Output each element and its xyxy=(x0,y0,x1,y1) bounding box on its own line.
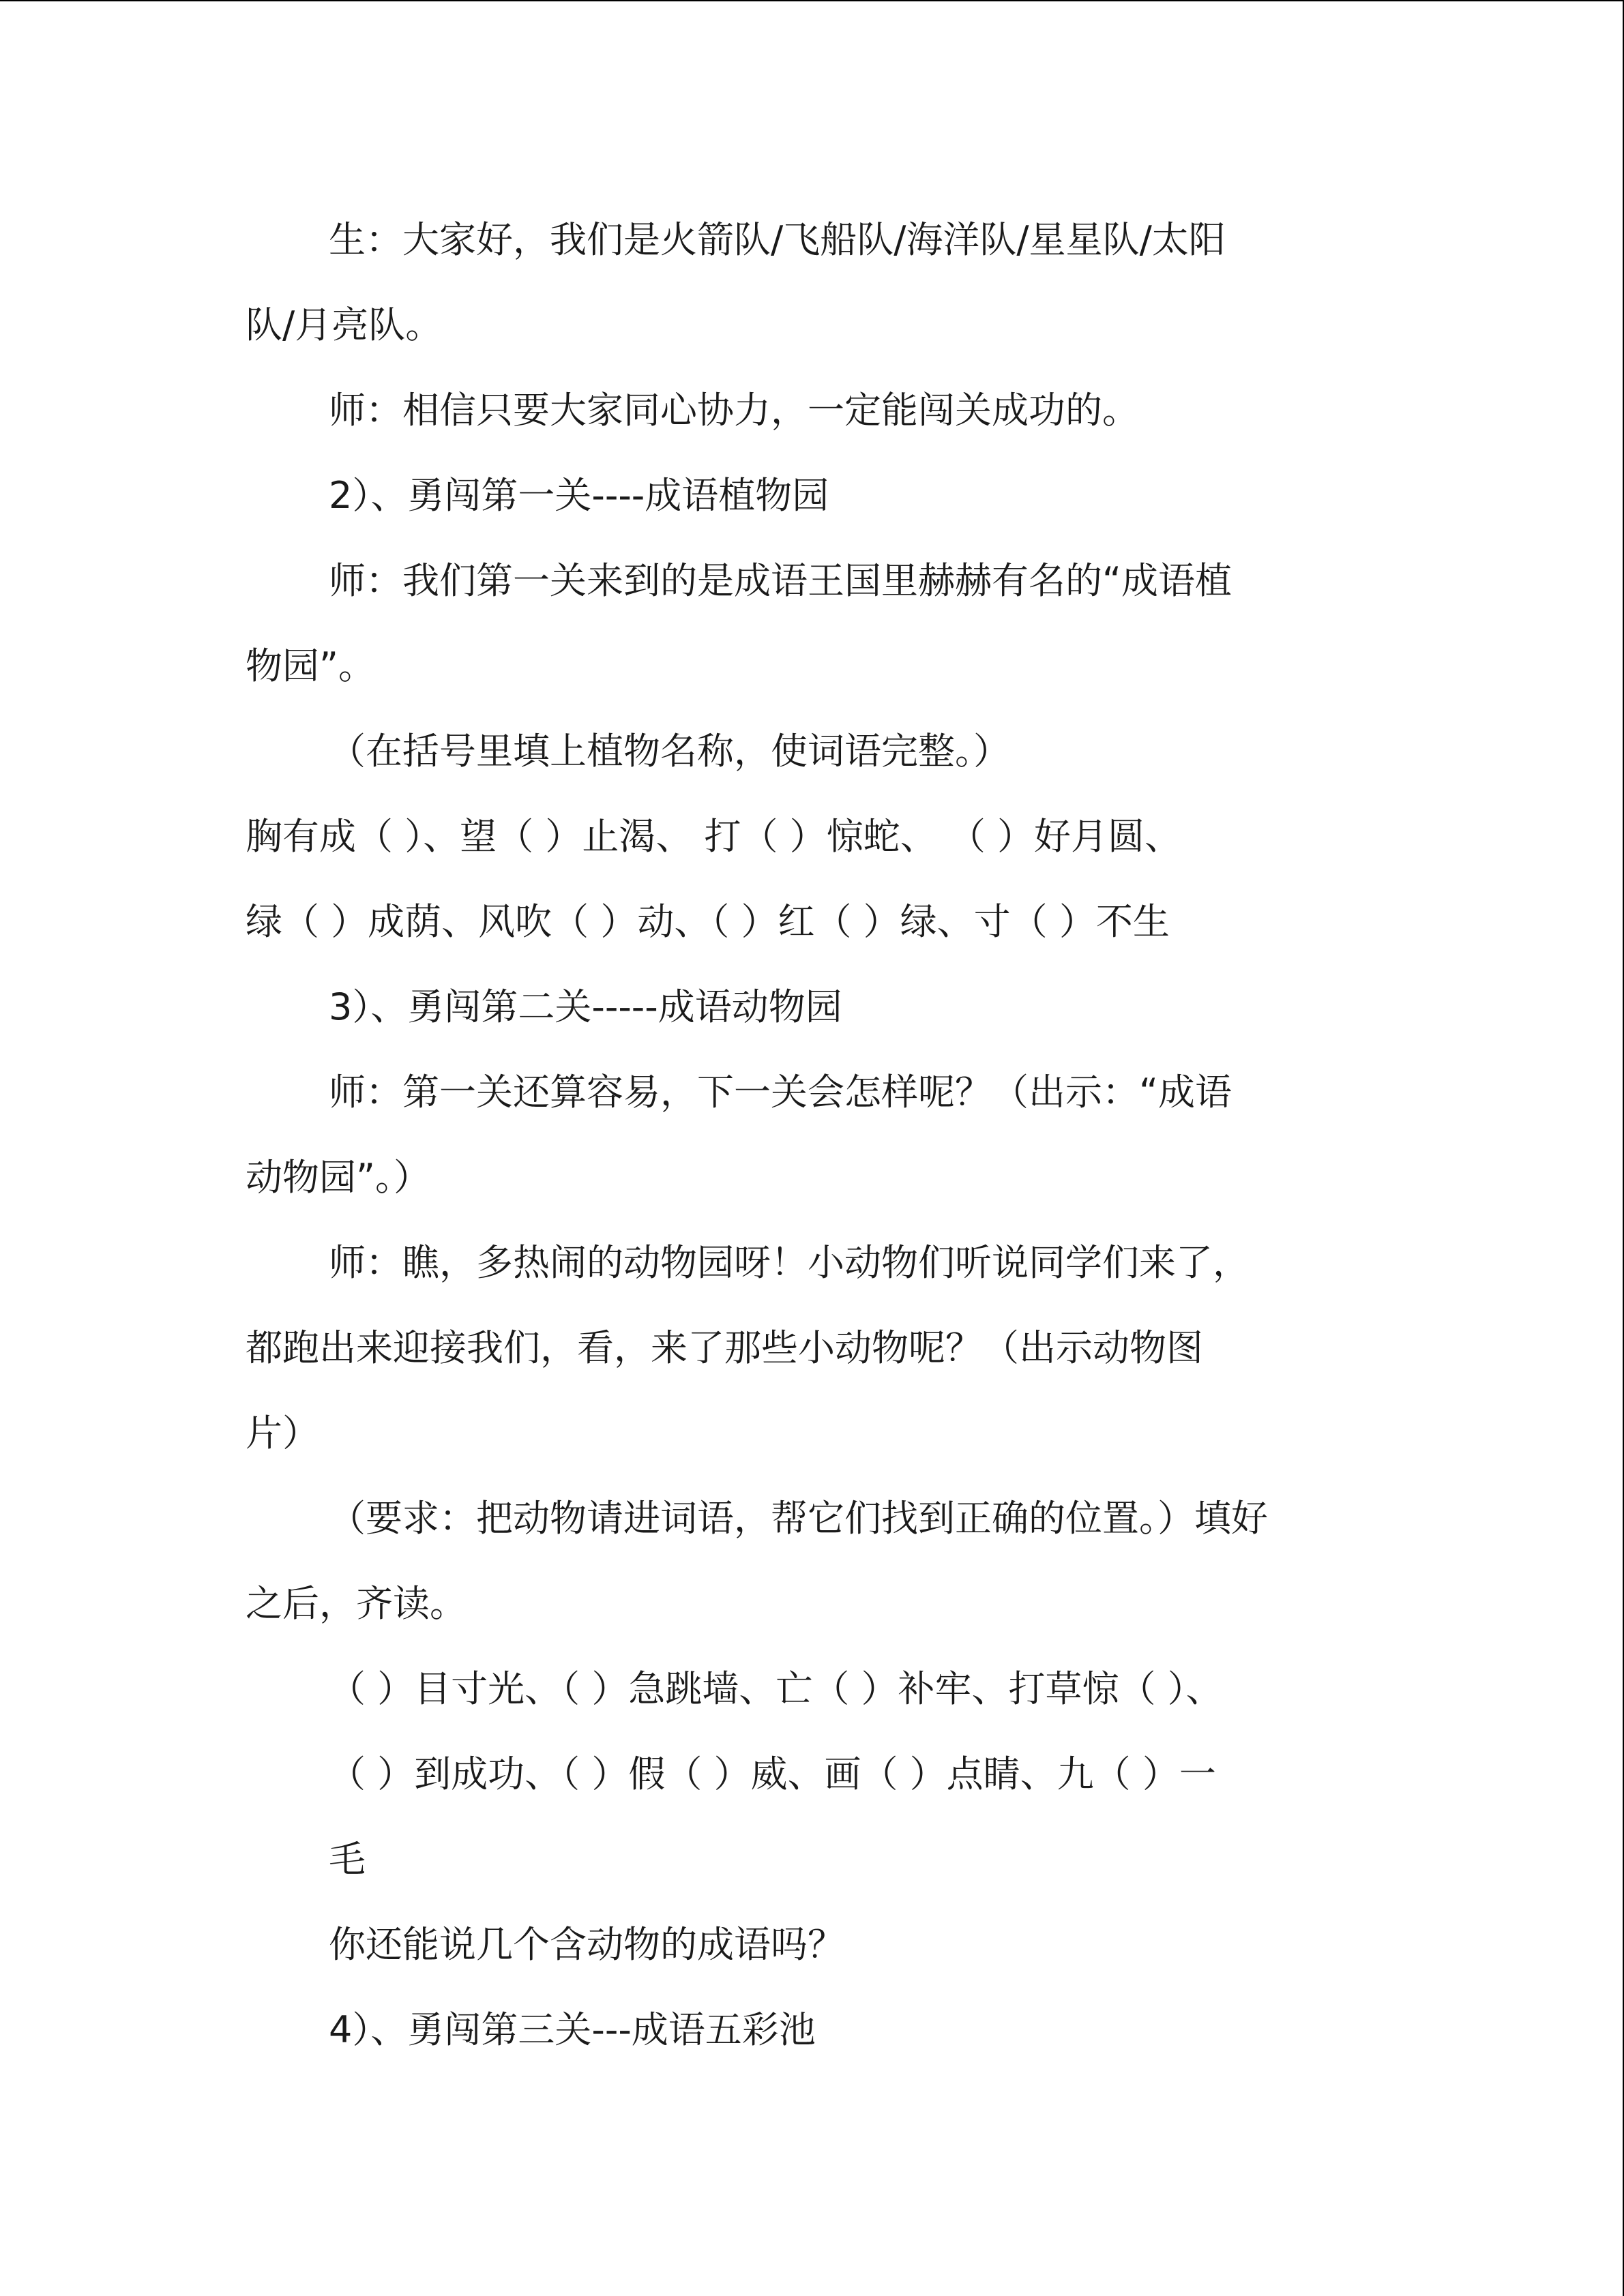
text-line: 生：大家好，我们是火箭队/飞船队/海洋队/星星队/太阳 xyxy=(329,218,1226,261)
text-line: 都跑出来迎接我们，看，来了那些小动物呢？（出示动物图 xyxy=(246,1326,1203,1369)
text-line: 队/月亮队。 xyxy=(246,303,443,346)
instruction-line: （在括号里填上植物名称，使词语完整。） xyxy=(329,730,1010,773)
heading-level-2: 3）、勇闯第二关-----成语动物园 xyxy=(329,985,842,1028)
exercise-line: （ ）目寸光、（ ）急跳墙、亡（ ）补牢、打草惊（ ）、 xyxy=(329,1667,1223,1710)
heading-level-1: 2）、勇闯第一关----成语植物园 xyxy=(329,474,829,517)
text-line: 师：瞧，多热闹的动物园呀！小动物们听说同学们来了， xyxy=(329,1241,1250,1284)
text-line: 片） xyxy=(246,1412,319,1455)
exercise-line: 胸有成（ ）、望（ ）止渴、 打（ ）惊蛇、 （ ）好月圆、 xyxy=(246,815,1181,858)
text-line: 之后，齐读。 xyxy=(246,1582,467,1625)
exercise-line: （ ）到成功、（ ）假（ ）威、画（ ）点睛、九（ ）一 xyxy=(329,1753,1216,1795)
exercise-line: 绿（ ）成荫、风吹（ ）动、（ ）红（ ）绿、寸（ ）不生 xyxy=(246,900,1170,943)
instruction-line: （要求：把动物请进词语，帮它们找到正确的位置。）填好 xyxy=(329,1497,1268,1540)
heading-level-3: 4）、勇闯第三关---成语五彩池 xyxy=(329,2008,816,2051)
text-line: 你还能说几个含动物的成语吗？ xyxy=(329,1923,844,1966)
text-line: 师：相信只要大家同心协力，一定能闯关成功的。 xyxy=(329,389,1139,432)
text-line: 师：第一关还算容易，下一关会怎样呢？（出示：“成语 xyxy=(329,1071,1232,1114)
text-line: 物园”。 xyxy=(246,644,375,687)
text-line: 师：我们第一关来到的是成语王国里赫赫有名的“成语植 xyxy=(329,559,1232,602)
exercise-line: 毛 xyxy=(329,1838,366,1881)
text-line: 动物园”。） xyxy=(246,1156,430,1199)
